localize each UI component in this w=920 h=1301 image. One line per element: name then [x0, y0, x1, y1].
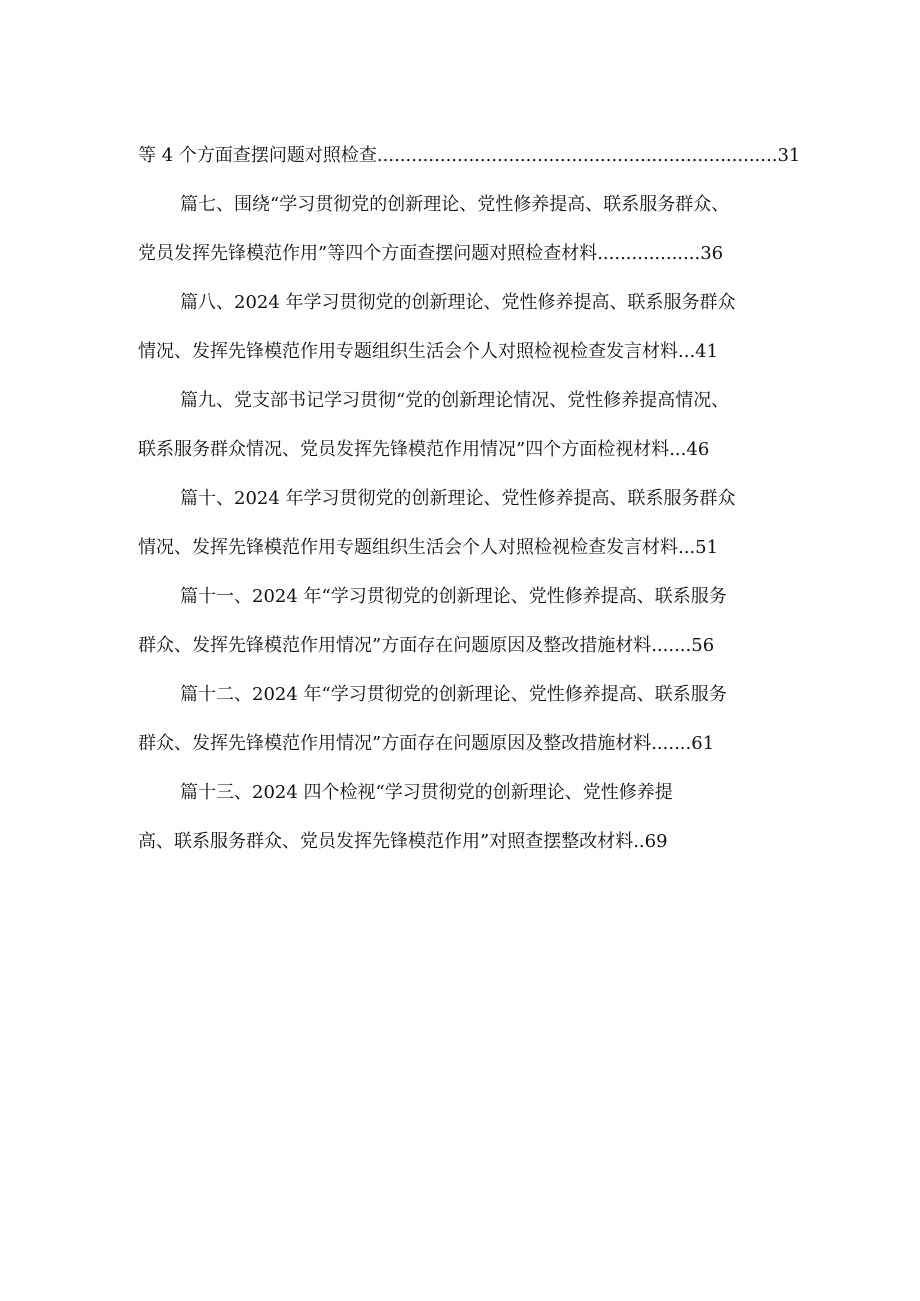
toc-text: 情况、发挥先锋模范作用专题组织生活会个人对照检视检查发言材料 — [138, 537, 678, 558]
toc-page-number: 31 — [777, 145, 801, 166]
toc-entry-9-title[interactable] — [138, 385, 788, 434]
toc-entry-13-continuation[interactable] — [138, 826, 788, 875]
toc-text: 篇八、2024 年学习贯彻党的创新理论、党性修养提高、联系服务群众 — [180, 292, 736, 313]
toc-text: 党员发挥先锋模范作用”等四个方面查摆问题对照检查材料 — [138, 243, 598, 264]
toc-text: 高、联系服务群众、党员发挥先锋模范作用”对照查摆整改材料 — [138, 831, 634, 852]
toc-page-number: 56 — [691, 635, 715, 656]
toc-entry-12-title[interactable] — [138, 679, 788, 728]
toc-entry-7-continuation[interactable] — [138, 238, 788, 287]
toc-leader-dots: ... — [678, 341, 696, 362]
toc-entry-8-title[interactable] — [138, 287, 788, 336]
toc-text: 篇九、党支部书记学习贯彻“党的创新理论情况、党性修养提高情况、 — [180, 390, 730, 411]
toc-text: 篇十一、2024 年“学习贯彻党的创新理论、党性修养提高、联系服务 — [180, 586, 727, 607]
toc-entry-7-title[interactable] — [138, 189, 788, 238]
toc-page-number: 36 — [700, 243, 724, 264]
toc-entry-13-title[interactable] — [138, 777, 788, 826]
toc-entry-11-continuation[interactable] — [138, 630, 788, 679]
toc-leader-dots: ...................................................................... — [376, 145, 778, 166]
toc-page-number: 46 — [686, 439, 710, 460]
toc-text: 篇十、2024 年学习贯彻党的创新理论、党性修养提高、联系服务群众 — [180, 488, 736, 509]
toc-page-number: 51 — [695, 537, 719, 558]
toc-text: 联系服务群众情况、党员发挥先锋模范作用情况”四个方面检视材料 — [138, 439, 670, 460]
table-of-contents — [138, 140, 801, 875]
toc-entry-10-continuation[interactable] — [138, 532, 788, 581]
toc-entry-11-title[interactable] — [138, 581, 788, 630]
toc-text: 篇七、围绕“学习贯彻党的创新理论、党性修养提高、联系服务群众、 — [180, 194, 730, 215]
toc-text: 篇十二、2024 年“学习贯彻党的创新理论、党性修养提高、联系服务 — [180, 684, 727, 705]
toc-leader-dots: .. — [633, 831, 645, 852]
toc-leader-dots: ... — [678, 537, 696, 558]
toc-leader-dots: ... — [669, 439, 687, 460]
toc-entry-9-continuation[interactable] — [138, 434, 788, 483]
toc-page-number: 41 — [695, 341, 719, 362]
toc-leader-dots: .................. — [597, 243, 701, 264]
toc-entry-12-continuation[interactable] — [138, 728, 788, 777]
toc-leader-dots: ....... — [651, 733, 692, 754]
toc-text: 等 4 个方面查摆问题对照检查 — [138, 145, 377, 166]
toc-text: 群众、发挥先锋模范作用情况”方面存在问题原因及整改措施材料 — [138, 635, 652, 656]
toc-page-number: 61 — [691, 733, 715, 754]
toc-text: 群众、发挥先锋模范作用情况”方面存在问题原因及整改措施材料 — [138, 733, 652, 754]
toc-page-number: 69 — [644, 831, 668, 852]
toc-text: 情况、发挥先锋模范作用专题组织生活会个人对照检视检查发言材料 — [138, 341, 678, 362]
toc-leader-dots: ....... — [651, 635, 692, 656]
toc-text: 篇十三、2024 四个检视“学习贯彻党的创新理论、党性修养提 — [180, 782, 673, 803]
toc-line-continuation — [138, 140, 801, 189]
toc-entry-10-title[interactable] — [138, 483, 788, 532]
toc-entry-8-continuation[interactable] — [138, 336, 788, 385]
